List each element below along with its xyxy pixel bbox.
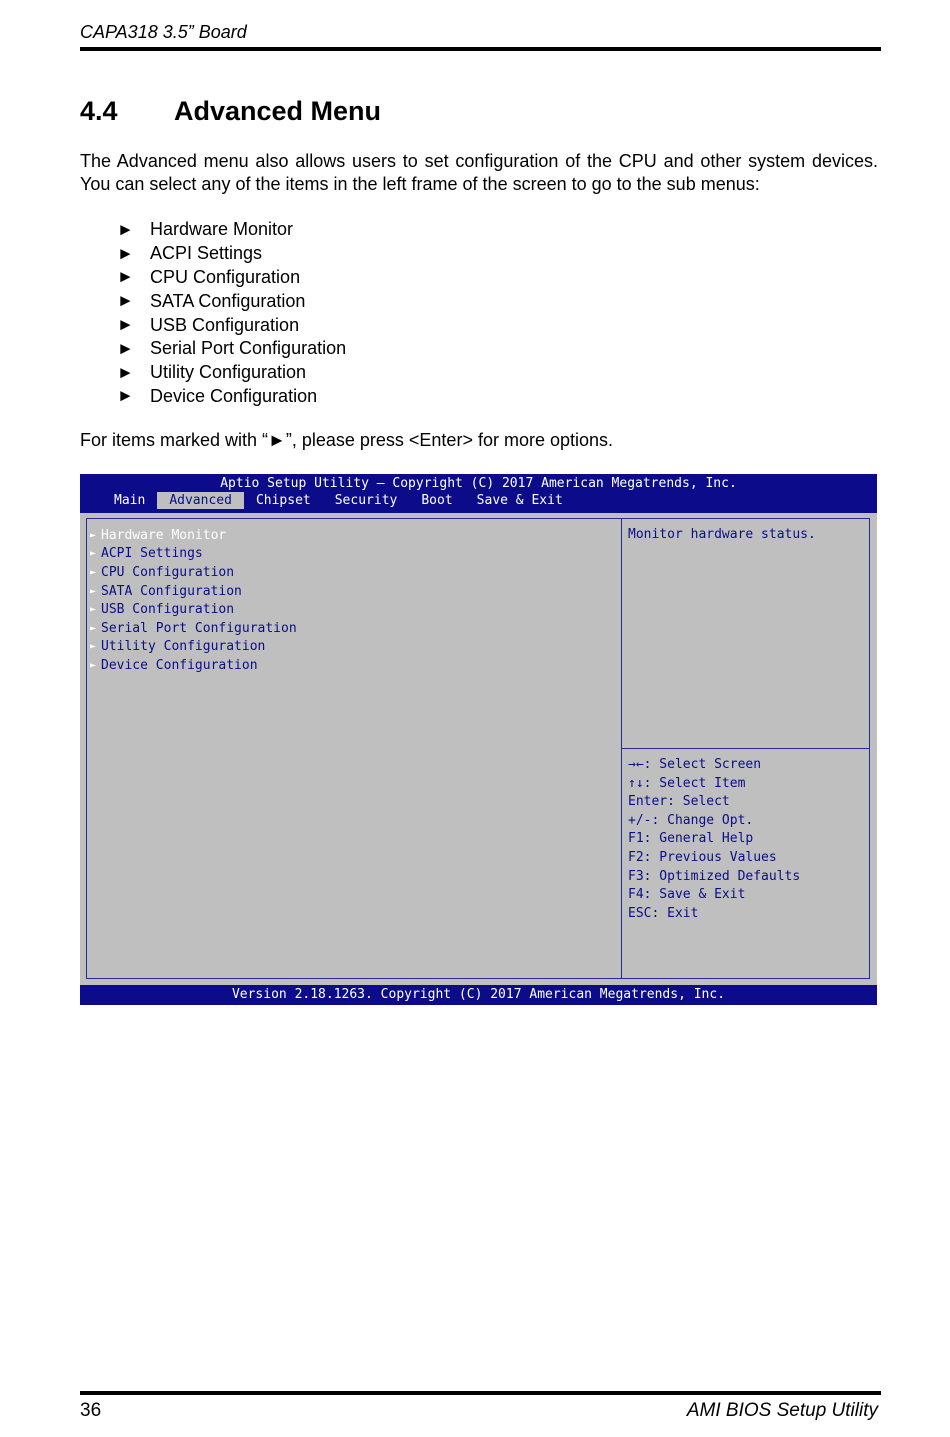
bios-menu-item-label: ACPI Settings (101, 546, 203, 562)
bios-menu-item-label: CPU Configuration (101, 564, 235, 580)
triangle-right-icon: ► (117, 291, 134, 311)
bios-menu-item-label: SATA Configuration (101, 583, 242, 599)
bios-menu-item-cpu-configuration[interactable] (90, 563, 297, 582)
enter-note: For items marked with “►”, please press <Enter> for more options. (80, 430, 614, 450)
list-item-label: ACPI Settings (150, 243, 263, 264)
list-item (117, 289, 346, 313)
section-heading (80, 96, 381, 127)
bios-menu-item-serial-port-configuration[interactable] (90, 619, 297, 638)
triangle-right-icon: ► (90, 529, 97, 541)
list-item-label: Serial Port Configuration (150, 338, 347, 359)
bios-key-legend (628, 757, 800, 924)
bios-menu (90, 526, 297, 675)
key-hint: Enter: Select (628, 794, 730, 810)
list-item-label: Utility Configuration (150, 362, 307, 383)
triangle-right-icon: ► (90, 585, 97, 597)
triangle-right-icon: ► (117, 267, 134, 287)
page-number: 36 (80, 1400, 102, 1421)
tab-chipset[interactable]: Chipset (255, 493, 311, 508)
bios-version-bar: Version 2.18.1263. Copyright (C) 2017 American Megatrends, Inc. (80, 985, 877, 1005)
list-item (117, 337, 346, 361)
running-footer: AMI BIOS Setup Utility (686, 1400, 878, 1421)
bios-menu-item-hardware-monitor[interactable] (90, 526, 297, 545)
footer-rule (80, 1391, 881, 1395)
submenu-list (117, 218, 346, 408)
tab-main[interactable]: Main (114, 493, 146, 508)
key-hint: F4: Save & Exit (628, 887, 746, 903)
header-rule (80, 47, 881, 51)
bios-menu-item-label: USB Configuration (101, 602, 235, 618)
intro-paragraph: The Advanced menu also allows users to set configuration of the CPU and other system devices. You can select any of the items in the left frame of the screen to go to the sub menus: (80, 151, 878, 194)
triangle-right-icon: ► (90, 659, 97, 671)
key-hint: F3: Optimized Defaults (628, 868, 801, 884)
list-item (117, 385, 346, 409)
bios-title: Aptio Setup Utility – Copyright (C) 2017 American Megatrends, Inc. (220, 476, 737, 491)
bios-tab-bar (102, 492, 575, 509)
list-item-label: CPU Configuration (150, 266, 301, 287)
bios-menu-item-label: Utility Configuration (101, 639, 266, 655)
triangle-right-icon: ► (117, 386, 134, 406)
tab-boot[interactable]: Boot (421, 493, 453, 508)
key-hint: ↑↓: Select Item (628, 775, 746, 791)
triangle-right-icon: ► (117, 362, 134, 382)
triangle-right-icon: ► (117, 219, 134, 239)
bios-menu-item-device-configuration[interactable] (90, 656, 297, 675)
list-item (117, 242, 346, 266)
list-item (117, 361, 346, 385)
bios-title-bar (80, 474, 877, 513)
list-item (117, 313, 346, 337)
key-hint: F1: General Help (628, 831, 754, 847)
list-item (117, 218, 346, 242)
bios-help-text: Monitor hardware status. (628, 527, 816, 542)
triangle-right-icon: ► (117, 338, 134, 358)
bios-horizontal-divider (621, 748, 870, 749)
key-hint: F2: Previous Values (628, 849, 777, 865)
bios-menu-item-label: Serial Port Configuration (101, 620, 297, 636)
list-item-label: Device Configuration (150, 385, 318, 406)
key-hint: →←: Select Screen (628, 757, 762, 772)
bios-menu-item-acpi-settings[interactable] (90, 545, 297, 564)
triangle-right-icon: ► (117, 315, 134, 335)
section-number: 4.4 (80, 96, 118, 126)
key-hint: +/-: Change Opt. (628, 812, 754, 828)
list-item-label: Hardware Monitor (150, 219, 294, 240)
bios-screenshot (80, 474, 877, 1005)
triangle-right-icon: ► (90, 622, 97, 634)
bios-menu-item-usb-configuration[interactable] (90, 600, 297, 619)
section-title: Advanced Menu (174, 96, 382, 126)
tab-save-exit[interactable]: Save & Exit (476, 493, 563, 508)
triangle-right-icon: ► (90, 641, 97, 653)
key-hint: ESC: Exit (628, 905, 699, 921)
triangle-right-icon: ► (90, 566, 97, 578)
list-item-label: USB Configuration (150, 314, 300, 335)
running-header: CAPA318 3.5” Board (80, 22, 247, 42)
tab-advanced[interactable]: Advanced (157, 492, 244, 509)
list-item (117, 266, 346, 290)
bios-menu-item-label: Device Configuration (101, 657, 258, 673)
triangle-right-icon: ► (117, 243, 134, 263)
triangle-right-icon: ► (90, 548, 97, 560)
triangle-right-icon: ► (90, 604, 97, 616)
bios-menu-item-utility-configuration[interactable] (90, 638, 297, 657)
list-item-label: SATA Configuration (150, 290, 306, 311)
tab-security[interactable]: Security (334, 493, 398, 508)
bios-menu-item-sata-configuration[interactable] (90, 582, 297, 601)
bios-menu-item-label: Hardware Monitor (101, 527, 227, 543)
